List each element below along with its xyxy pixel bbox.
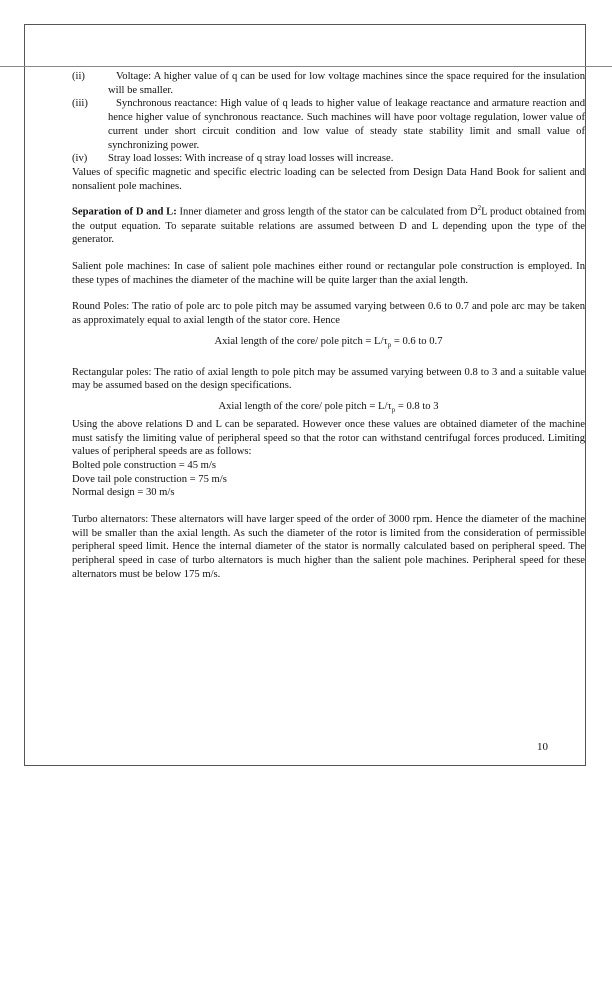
separation-paragraph xyxy=(72,202,585,247)
voltage-text: Voltage: A higher value of q can be used for low voltage machines since the space required for the insulation will be smaller. xyxy=(108,71,585,96)
list-text xyxy=(108,97,585,152)
page-number: 10 xyxy=(537,741,548,753)
equation-left: Axial length of the core/ pole pitch = L/τ xyxy=(214,335,388,347)
superscript: 2 xyxy=(477,204,482,213)
salient-pole-paragraph: Salient pole machines: In case of salient pole machines either round or rectangular pole construction is employed. In these types of machines the diameter of the machine will be quite larger than the axial length. xyxy=(72,260,585,286)
list-item-iii xyxy=(72,97,585,152)
speed-line: Dove tail pole construction = 75 m/s xyxy=(72,473,227,485)
turbo-alternators-paragraph: Turbo alternators: These alternators will have larger speed of the order of 3000 rpm. Hence the diameter of the machine will be smaller than the axial length. As such the diameter of the rotor is limited from the consideration of permissible peripheral speed limit. Hence the internal diameter of the stator is normally calculated based on peripheral speed. The peripheral speed in case of turbo alternators is much higher than the salient pole machines. Peripheral speed for these alternators must be below 175 m/s. xyxy=(72,514,585,580)
round-poles-paragraph: Round Poles: The ratio of pole arc to pole pitch may be assumed varying between 0.6 to 0.7 and pole arc may be taken as approximately equal to axial length of the stator core. Hence xyxy=(72,301,585,327)
list-item-iv xyxy=(72,152,585,166)
equation-subscript: p xyxy=(387,340,392,349)
speed-line: Normal design = 30 m/s xyxy=(72,487,175,499)
speed-line: Bolted pole construction = 45 m/s xyxy=(72,459,216,471)
document-body xyxy=(72,70,585,582)
list-item-ii xyxy=(72,70,585,97)
list-number: (ii) xyxy=(72,71,85,82)
equation-right: = 0.6 to 0.7 xyxy=(391,335,443,347)
separation-usage-paragraph: Using the above relations D and L can be separated. However once these values are obtained diameter of the machine must satisfy the limiting value of peripheral speed so that the rotor can withstand centrifugal forces produced. Limiting values of peripheral speeds are as follows: xyxy=(72,418,585,458)
equation-subscript: p xyxy=(391,406,396,415)
separation-text-b: L product obtained from the output equation. To separate suitable relations are assumed between D and L depending upon the type of the generator. xyxy=(72,206,585,246)
loading-values-paragraph: Values of specific magnetic and specific electric loading can be selected from Design Data Hand Book for salient and nonsalient pole machines. xyxy=(72,166,585,192)
list-number: (iii) xyxy=(72,98,88,110)
separation-heading: Separation of D and L: xyxy=(72,206,177,218)
list-number: (iv) xyxy=(72,153,88,165)
list-text: Stray load losses: With increase of q stray load losses will increase. xyxy=(108,153,394,165)
equation-left: Axial length of the core/ pole pitch = L/τ xyxy=(218,401,392,412)
round-poles-equation xyxy=(72,335,585,353)
rectangular-poles-equation xyxy=(72,400,585,418)
equation-right: = 0.8 to 3 xyxy=(395,401,439,412)
separation-text-a: Inner diameter and gross length of the stator can be calculated from D xyxy=(179,206,478,218)
synchronous-reactance-text: Synchronous reactance: High value of q leads to higher value of leakage reactance and armature reaction and hence higher value of synchronous reactance. Such machines will have poor voltage regulation, lower value of current under short circuit condition and low value of steady state stability limit and small value of synchronizing power. xyxy=(108,98,585,151)
list-text xyxy=(108,70,585,97)
header-rule xyxy=(0,66,612,67)
rectangular-poles-paragraph: Rectangular poles: The ratio of axial length to pole pitch may be assumed varying between 0.8 to 3 and a suitable value may be assumed based on the design specifications. xyxy=(72,366,585,392)
